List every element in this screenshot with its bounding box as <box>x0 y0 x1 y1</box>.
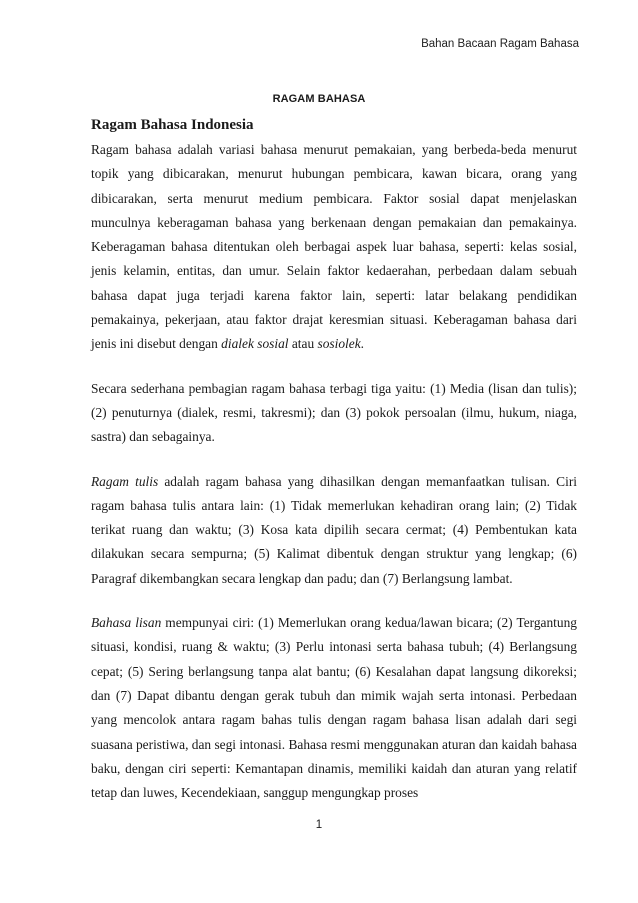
section-heading: Ragam Bahasa Indonesia <box>91 117 254 133</box>
term-sosiolek: sosiolek <box>317 336 361 352</box>
paragraph-text: . <box>360 336 364 352</box>
paragraph-text: Ragam bahasa adalah variasi bahasa menurut pemakaian, yang berbeda-beda menurut topik yang dibicarakan, menurut hubungan pembicara, kawan bicara, orang yang dibicarakan, serta menurut medium pembicara. Faktor sosial dapat menjelaskan munculnya keberagaman bahasa yang berkenaan dengan pemakaian dan pemakainya. Keberagaman bahasa ditentukan oleh berbagai aspek luar bahasa, seperti: kelas sosial, jenis kelamin, entitas, dan umur. Selain faktor kedaerahan, perbedaan dalam sebuah bahasa dapat juga terjadi karena faktor lain, seperti: latar belakang pendidikan pemakainya, pekerjaan, atau faktor drajat keresmian situasi. Keberagaman bahasa dari jenis ini disebut dengan <box>91 142 577 352</box>
paragraph-ragam-tulis <box>91 470 577 591</box>
paragraph-definition <box>91 138 577 357</box>
paragraph-text: adalah ragam bahasa yang dihasilkan dengan memanfaatkan tulisan. Ciri ragam bahasa tulis antara lain: (1) Tidak memerlukan kehadiran orang lain; (2) Tidak terikat ruang dan waktu; (3) Kosa kata dipilih secara cermat; (4) Pembentukan kata dilakukan secara sempurna; (5) Kalimat dibentuk dengan struktur yang lengkap; (6) Paragraf dikembangkan secara lengkap dan padu; dan (7) Berlangsung lambat. <box>91 473 577 586</box>
paragraph-bahasa-lisan <box>91 611 577 805</box>
paragraph-text: atau <box>288 336 318 352</box>
document-title: RAGAM BAHASA <box>272 93 366 105</box>
term-ragam-tulis: Ragam tulis <box>91 473 159 489</box>
term-bahasa-lisan: Bahasa lisan <box>91 615 162 631</box>
term-dialek-sosial: dialek sosial <box>221 336 289 352</box>
running-header: Bahan Bacaan Ragam Bahasa <box>421 38 579 50</box>
document-body <box>91 114 577 825</box>
page-number: 1 <box>315 819 323 831</box>
paragraph-classification: Secara sederhana pembagian ragam bahasa terbagi tiga yaitu: (1) Media (lisan dan tulis); (2) penuturnya (dialek, resmi, takresmi); dan (3) pokok persoalan (ilmu, hukum, niaga, sastra) dan sebagainya. <box>91 380 577 445</box>
paragraph-text: mempunyai ciri: (1) Memerlukan orang kedua/lawan bicara; (2) Tergantung situasi, kondisi, ruang & waktu; (3) Perlu intonasi serta bahasa tubuh; (4) Berlangsung cepat; (5) Sering berlangsung tanpa alat bantu; (6) Kesalahan dapat langsung dikoreksi; dan (7) Dapat dibantu dengan gerak tubuh dan mimik wajah serta intonasi. Perbedaan yang mencolok antara ragam bahas tulis dengan ragam bahasa lisan adalah dari segi suasana peristiwa, dan segi intonasi. Bahasa resmi menggunakan aturan dan kaidah bahasa baku, dengan ciri seperti: Kemantapan dinamis, memiliki kaidah dan aturan yang relatif tetap dan luwes, Kecendekiaan, sanggup mengungkap proses <box>91 615 577 801</box>
